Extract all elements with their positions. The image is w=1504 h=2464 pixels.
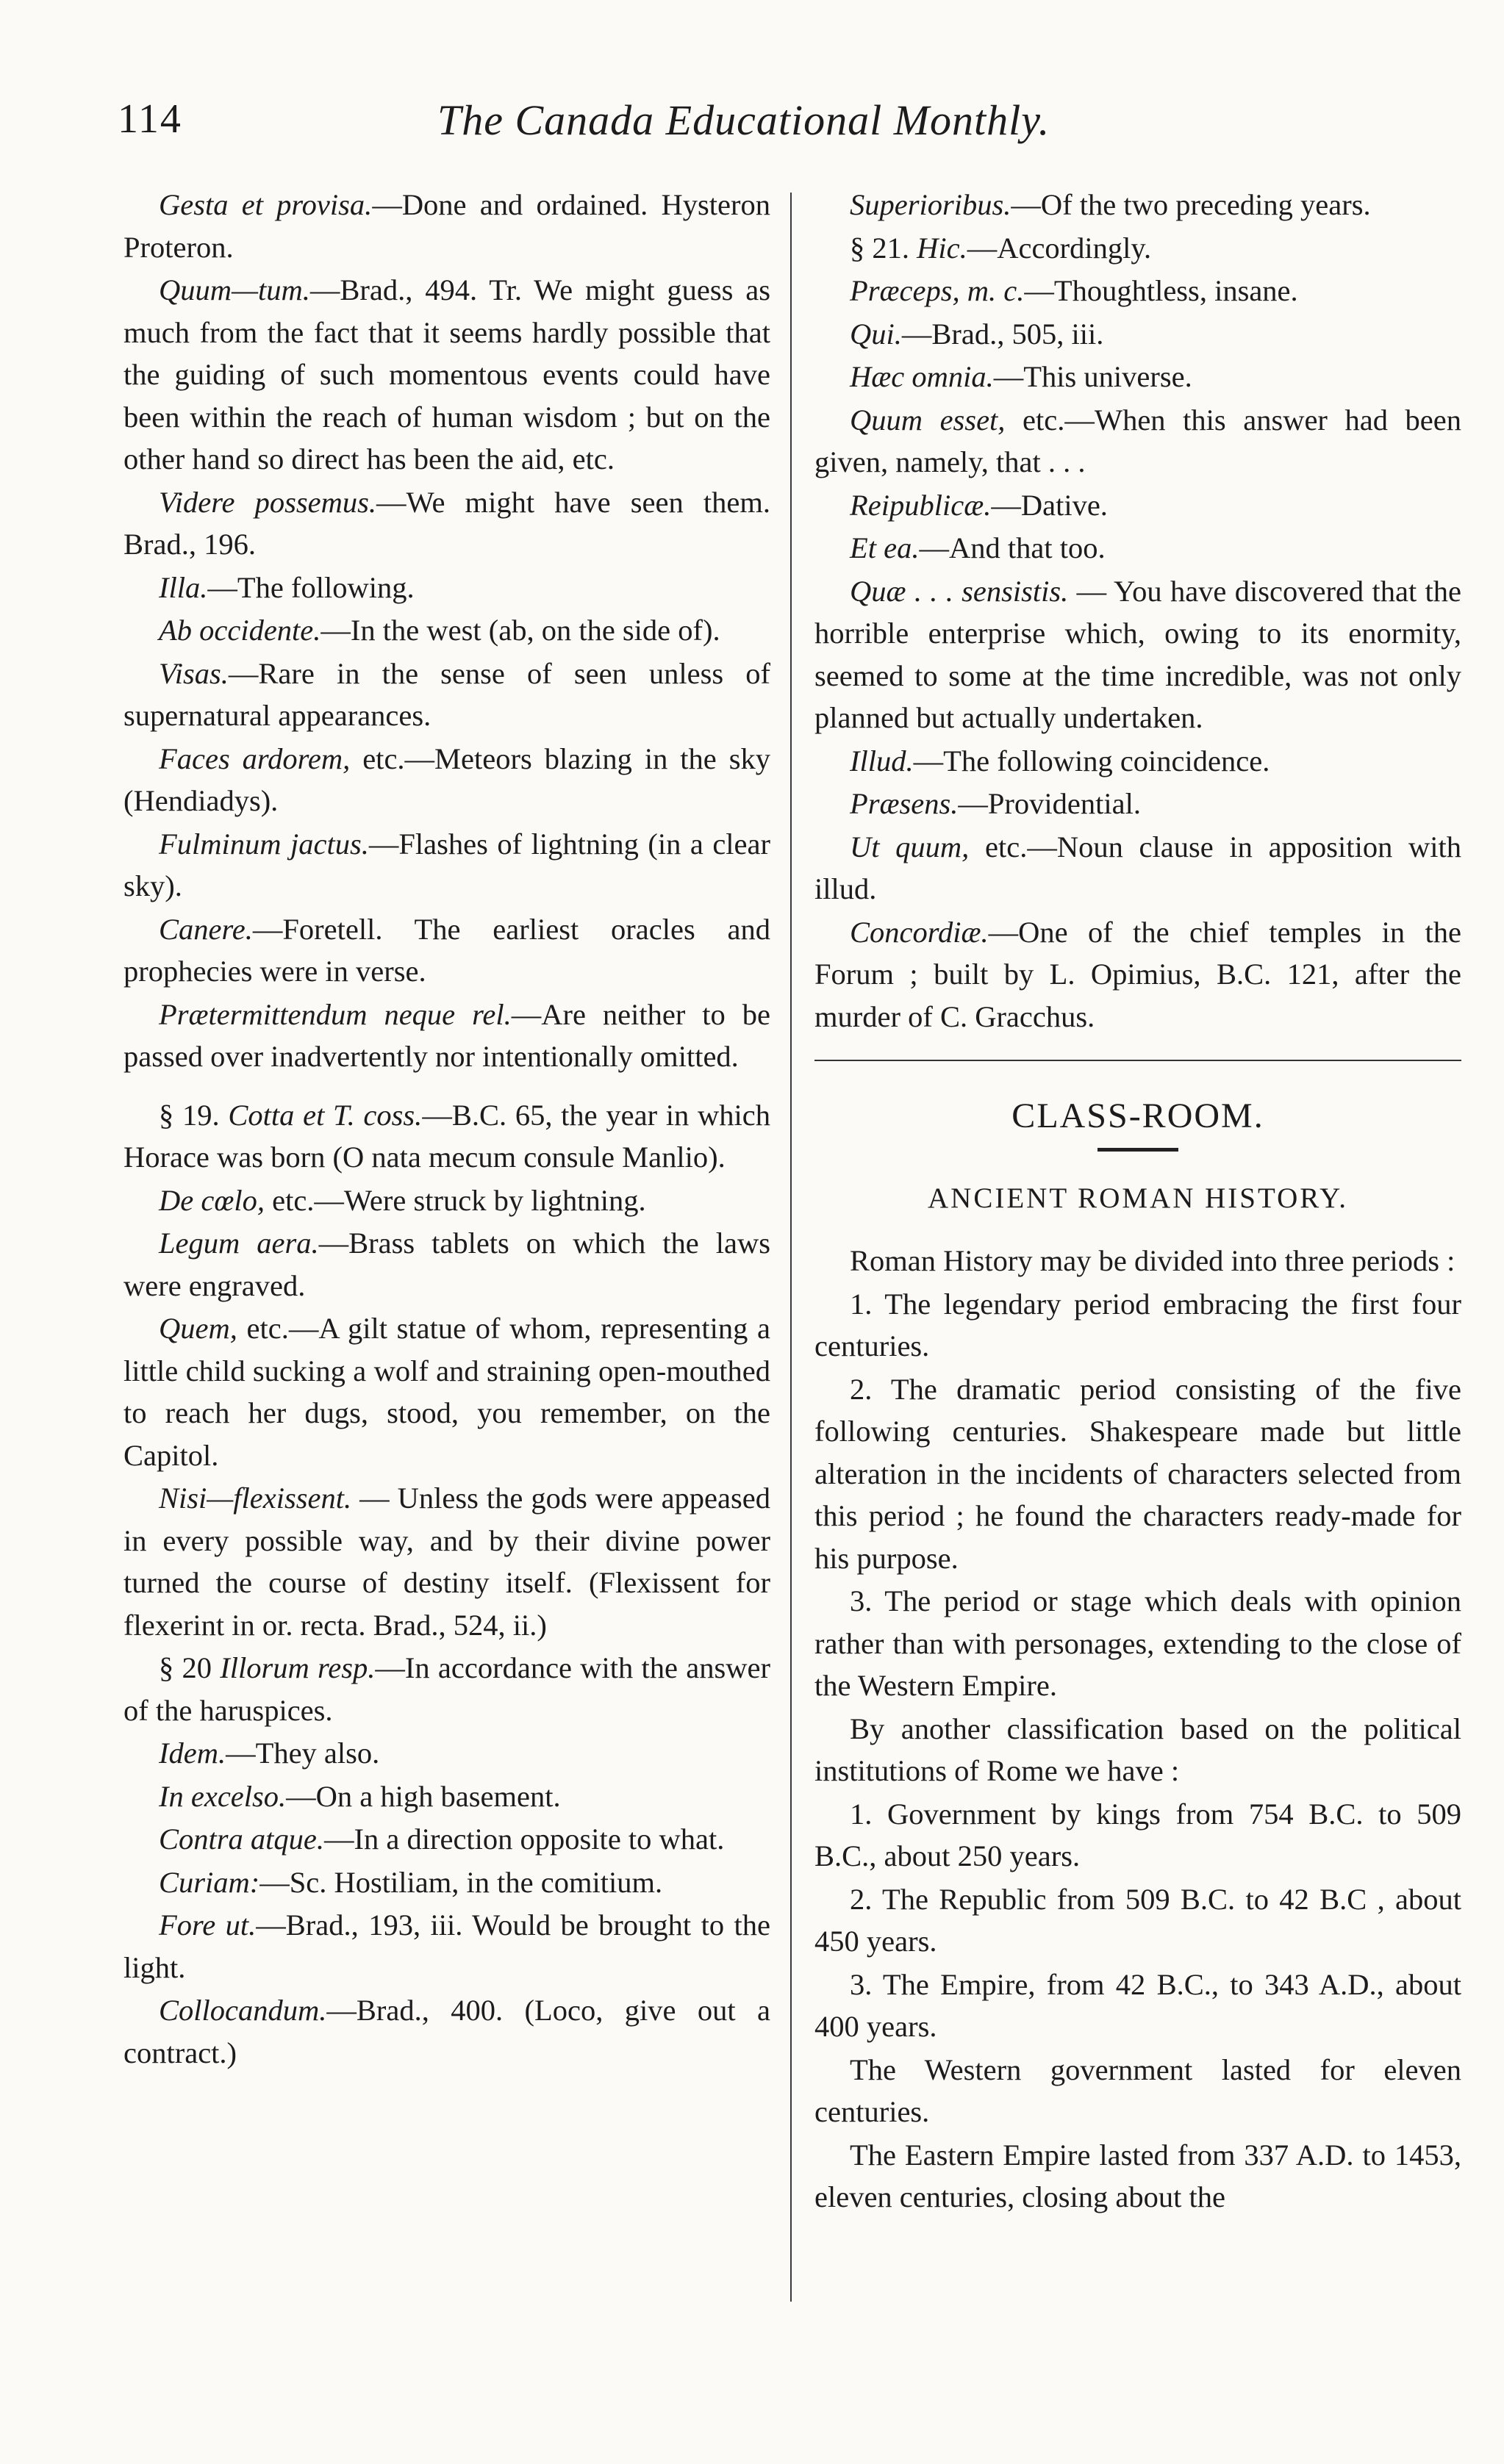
entry-gloss: etc.—Were struck by lightning. bbox=[264, 1183, 646, 1217]
entry-gloss: etc.—A gilt statue of whom, representing a little child sucking a wolf and straining open-mouthed to reach her dugs, stood, you remember, on the Capitol. bbox=[123, 1312, 770, 1472]
entry-term: De cœlo, bbox=[159, 1183, 265, 1217]
entry-gloss: —Brad., 494. Tr. We might guess as much from the fact that it seems hardly possible that the guiding of such momentous events could have been within the reach of human wisdom ; but on the other hand so direct has been the aid, etc. bbox=[123, 273, 770, 475]
right-column bbox=[814, 184, 1461, 2219]
entry-gloss: —Dative. bbox=[991, 488, 1108, 522]
glossary-entry bbox=[123, 1818, 770, 1861]
glossary-entry bbox=[123, 609, 770, 652]
entry-term: Concordiæ. bbox=[850, 915, 989, 949]
glossary-entry bbox=[123, 481, 770, 566]
entry-gloss: —Brad., 400. (Loco, give out a contract.) bbox=[123, 1994, 770, 2069]
glossary-entry bbox=[123, 1477, 770, 1646]
entry-gloss: —Thoughtless, insane. bbox=[1024, 274, 1298, 307]
entry-gloss: — Unless the gods were appeased in every possible way, and by their divine power turned the course of destiny itself. (Flexissent for flexerint in or. recta. Brad., 524, ii.) bbox=[123, 1481, 770, 1642]
entry-term: Illorum resp. bbox=[220, 1651, 376, 1684]
entry-term: Hæc omnia. bbox=[850, 360, 994, 393]
entry-gloss: etc.—Meteors blazing in the sky (Hendiadys). bbox=[123, 741, 770, 817]
running-header bbox=[118, 96, 1154, 162]
entry-gloss: —In accordance with the answer of the haruspices. bbox=[123, 1651, 770, 1727]
glossary-entry bbox=[814, 570, 1461, 739]
glossary-entry bbox=[814, 911, 1461, 1038]
entry-gloss: —Brad., 505, iii. bbox=[901, 317, 1104, 351]
glossary-entry bbox=[123, 1179, 770, 1222]
entry-term: Quem, bbox=[159, 1312, 237, 1345]
entry-term: Gesta et provisa. bbox=[159, 188, 373, 221]
article-paragraph: By another classification based on the political institutions of Rome we have : bbox=[814, 1711, 1461, 1787]
entry-term: Quæ . . . sensistis. bbox=[850, 574, 1069, 608]
entry-term: Superioribus. bbox=[850, 188, 1011, 221]
glossary-entry bbox=[123, 1307, 770, 1476]
entry-term: Cotta et T. coss. bbox=[228, 1098, 423, 1132]
glossary-entry bbox=[814, 184, 1461, 226]
entry-term: Canere. bbox=[159, 912, 253, 946]
glossary-entry bbox=[814, 313, 1461, 356]
running-title: The Canada Educational Monthly. bbox=[437, 96, 1050, 144]
entry-gloss: —Brass tablets on which the laws were engraved. bbox=[123, 1226, 770, 1302]
entry-gloss: —Of the two preceding years. bbox=[1011, 188, 1371, 221]
entry-term: Præsens. bbox=[850, 787, 959, 820]
entry-gloss: —Sc. Hostiliam, in the comitium. bbox=[259, 1865, 663, 1899]
entry-term: In excelso. bbox=[159, 1779, 287, 1813]
article-paragraph: 1. The legendary period embracing the first four centuries. bbox=[814, 1287, 1461, 1362]
glossary-entry bbox=[814, 740, 1461, 783]
article-paragraph: 1. Government by kings from 754 B.C. to 509 B.C., about 250 years. bbox=[814, 1797, 1461, 1872]
entry-gloss: —Are neither to be passed over inadvertently nor intentionally omitted. bbox=[123, 997, 770, 1073]
entry-gloss: —On a high basement. bbox=[286, 1779, 561, 1813]
article-paragraph: 2. The dramatic period consisting of the five following centuries. Shakespeare made but little alteration in the incidents of characters selected from this period ; he found the characters ready-made for his purpose. bbox=[814, 1372, 1461, 1575]
title-underline bbox=[1097, 1148, 1178, 1152]
page-number: 114 bbox=[118, 96, 182, 142]
entry-gloss: — You have discovered that the horrible enterprise which, owing to its enormity, seemed to some at the time incredible, was not only planned but actually undertaken. bbox=[814, 574, 1461, 734]
entry-gloss: —The following coincidence. bbox=[913, 744, 1270, 777]
entry-gloss: —Rare in the sense of seen unless of supernatural appearances. bbox=[123, 656, 770, 732]
entry-gloss: —Flashes of lightning (in a clear sky). bbox=[123, 827, 770, 902]
entry-term: Nisi—flexissent. bbox=[159, 1481, 352, 1515]
glossary-entry bbox=[123, 184, 770, 268]
entry-gloss: —This universe. bbox=[993, 360, 1192, 393]
glossary-entry bbox=[123, 1904, 770, 1989]
article-subtitle: ANCIENT ROMAN HISTORY. bbox=[928, 1182, 1348, 1214]
article-paragraph: The Western government lasted for eleven centuries. bbox=[814, 2052, 1461, 2128]
glossary-entry bbox=[123, 1222, 770, 1307]
glossary-entry bbox=[814, 399, 1461, 484]
glossary-entry bbox=[123, 1094, 770, 1179]
entry-gloss: —Done and ordained. Hysteron Proteron. bbox=[123, 188, 770, 264]
glossary-entry bbox=[123, 1989, 770, 2074]
entry-term: Visas. bbox=[159, 656, 229, 690]
entry-term: Præceps, m. c. bbox=[850, 274, 1025, 307]
entry-gloss: —Providential. bbox=[958, 787, 1141, 820]
entry-term: Ut quum, bbox=[850, 830, 970, 863]
glossary-entry bbox=[123, 567, 770, 609]
entry-gloss: —One of the chief temples in the Forum ; built by L. Opimius, B.C. 121, after the murder of C. Gracchus. bbox=[814, 915, 1461, 1033]
article-paragraph: 3. The period or stage which deals with opinion rather than with personages, extending to the close of the Western Empire. bbox=[814, 1584, 1461, 1702]
entry-term: Curiam: bbox=[159, 1865, 260, 1899]
entry-term: Reipublicæ. bbox=[850, 488, 992, 522]
glossary-entry bbox=[123, 1861, 770, 1904]
entry-term: Ab occidente. bbox=[159, 614, 321, 647]
column-divider bbox=[790, 193, 792, 2302]
section-marker: § 20 bbox=[159, 1651, 221, 1684]
section-marker: § 21. bbox=[850, 231, 917, 265]
entry-term: Quum—tum. bbox=[159, 273, 310, 306]
article-paragraph: The Eastern Empire lasted from 337 A.D. to 1453, eleven centuries, closing about the bbox=[814, 2138, 1461, 2213]
entry-term: Illud. bbox=[850, 744, 914, 777]
glossary-entry bbox=[814, 270, 1461, 312]
entry-gloss: etc.—Noun clause in apposition with illud. bbox=[814, 830, 1462, 905]
entry-gloss: —In the west (ab, on the side of). bbox=[321, 614, 720, 647]
glossary-entry bbox=[123, 738, 770, 822]
glossary-entry bbox=[123, 269, 770, 481]
entry-term: Qui. bbox=[850, 317, 902, 351]
glossary-entry bbox=[123, 908, 770, 993]
entry-term: Quum esset, bbox=[850, 403, 1006, 437]
entry-term: Fulminum jactus. bbox=[159, 827, 369, 861]
entry-term: Collocandum. bbox=[159, 1994, 327, 2027]
glossary-entry bbox=[123, 1732, 770, 1775]
entry-gloss: —The following. bbox=[207, 570, 415, 604]
glossary-entry bbox=[123, 823, 770, 908]
article-paragraph: 2. The Republic from 509 B.C. to 42 B.C , about 450 years. bbox=[814, 1882, 1461, 1958]
glossary-entry bbox=[814, 484, 1461, 527]
entry-gloss: —Brad., 193, iii. Would be brought to the light. bbox=[123, 1908, 770, 1984]
entry-gloss: —Accordingly. bbox=[967, 231, 1152, 265]
entry-term: Videre possemus. bbox=[159, 485, 376, 519]
section-divider bbox=[814, 1060, 1461, 1061]
entry-gloss: —In a direction opposite to what. bbox=[324, 1822, 725, 1856]
entry-gloss: —And that too. bbox=[919, 531, 1106, 564]
entry-term: Illa. bbox=[159, 570, 208, 604]
left-column bbox=[123, 184, 770, 2075]
entry-gloss: —Foretell. The earliest oracles and prophecies were in verse. bbox=[123, 912, 770, 988]
glossary-entry bbox=[123, 653, 770, 737]
entry-term: Contra atque. bbox=[159, 1822, 325, 1856]
entry-term: Et ea. bbox=[850, 531, 920, 564]
entry-gloss: —They also. bbox=[226, 1736, 380, 1770]
entry-gloss: —B.C. 65, the year in which Horace was born (O nata mecum consule Manlio). bbox=[123, 1098, 771, 1174]
article-paragraph: 3. The Empire, from 42 B.C., to 343 A.D., about 400 years. bbox=[814, 1967, 1461, 2043]
section-marker: § 19. bbox=[159, 1098, 229, 1132]
entry-term: Fore ut. bbox=[159, 1908, 257, 1942]
entry-term: Legum aera. bbox=[159, 1226, 319, 1260]
glossary-entry bbox=[123, 1775, 770, 1818]
entry-term: Prætermittendum neque rel. bbox=[159, 997, 512, 1031]
glossary-entry bbox=[814, 527, 1461, 570]
article-paragraph: Roman History may be divided into three periods : bbox=[850, 1244, 1455, 1277]
glossary-entry bbox=[814, 356, 1461, 398]
entry-term: Hic. bbox=[917, 231, 967, 265]
entry-gloss: etc.—When this answer had been given, namely, that . . . bbox=[814, 403, 1461, 478]
article-body bbox=[814, 1240, 1461, 2219]
glossary-entry bbox=[123, 994, 770, 1078]
glossary-entry bbox=[814, 783, 1461, 825]
glossary-entry bbox=[123, 1647, 770, 1731]
entry-term: Faces ardorem, bbox=[159, 741, 351, 775]
entry-gloss: —We might have seen them. Brad., 196. bbox=[123, 485, 770, 561]
section-title: CLASS-ROOM. bbox=[1011, 1096, 1264, 1135]
entry-term: Idem. bbox=[159, 1736, 226, 1770]
glossary-entry bbox=[814, 826, 1461, 910]
glossary-entry bbox=[814, 227, 1461, 270]
glossary-continuation bbox=[814, 184, 1461, 1038]
